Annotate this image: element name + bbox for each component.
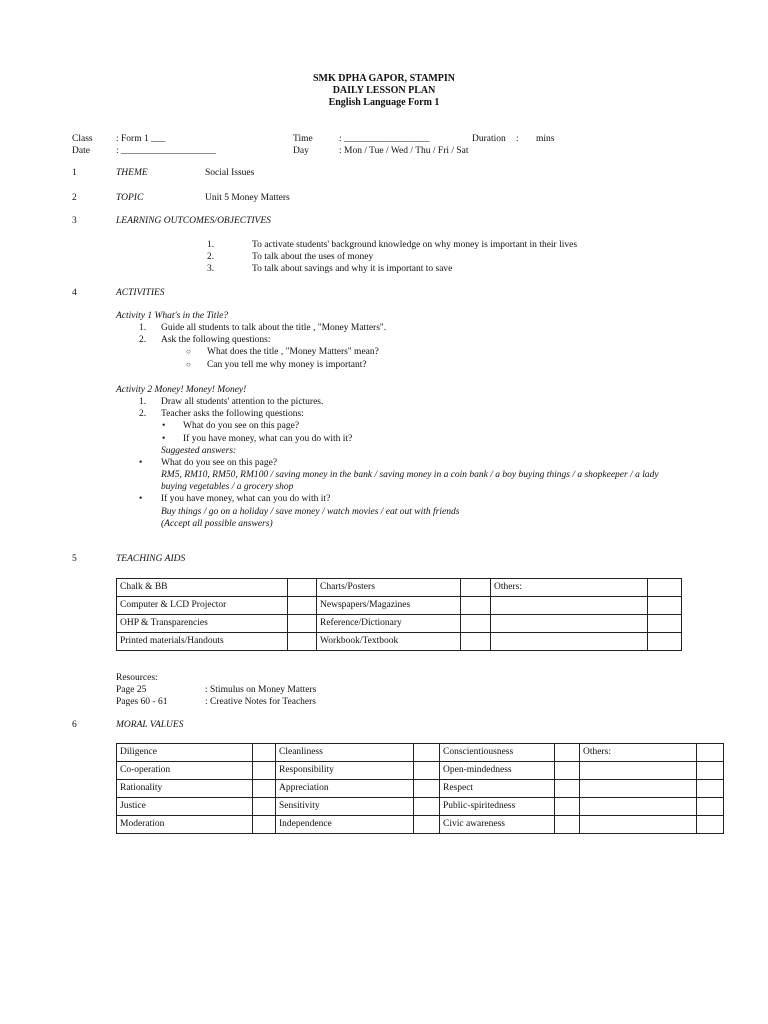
value-item: Co-operation bbox=[117, 762, 253, 780]
theme-label: THEME bbox=[116, 168, 148, 178]
dot-bullet-icon: • bbox=[139, 458, 143, 468]
value-item: Open-mindedness bbox=[440, 762, 555, 780]
value-item: Cleanliness bbox=[276, 744, 414, 762]
table-row bbox=[117, 597, 682, 615]
circle-bullet-icon: ○ bbox=[186, 360, 191, 369]
table-row bbox=[117, 762, 724, 780]
day-label: Day bbox=[293, 146, 309, 156]
activity2-step: Draw all students' attention to the pictures. bbox=[161, 397, 324, 407]
value-checkbox[interactable] bbox=[697, 762, 724, 780]
answer-question: If you have money, what can you do with it? bbox=[161, 494, 331, 504]
value-item: Respect bbox=[440, 780, 555, 798]
value-checkbox[interactable] bbox=[414, 816, 440, 834]
value-item: Moderation bbox=[117, 816, 253, 834]
aid-checkbox[interactable] bbox=[648, 579, 682, 597]
value-checkbox[interactable] bbox=[414, 798, 440, 816]
section-number: 6 bbox=[72, 720, 77, 730]
value-checkbox[interactable] bbox=[555, 762, 580, 780]
value-item: Independence bbox=[276, 816, 414, 834]
objective-text: To talk about savings and why it is important to save bbox=[252, 264, 453, 274]
duration-label: Duration bbox=[472, 134, 506, 144]
table-row bbox=[117, 780, 724, 798]
aid-checkbox[interactable] bbox=[648, 615, 682, 633]
value-checkbox[interactable] bbox=[555, 744, 580, 762]
table-row bbox=[117, 579, 682, 597]
value-checkbox[interactable] bbox=[555, 798, 580, 816]
class-value[interactable]: : Form 1 ___ bbox=[116, 134, 166, 144]
resource-page: Pages 60 - 61 bbox=[116, 697, 168, 707]
value-checkbox[interactable] bbox=[253, 798, 276, 816]
value-checkbox[interactable] bbox=[555, 816, 580, 834]
moral-values-table bbox=[116, 743, 724, 834]
theme-value: Social Issues bbox=[205, 168, 255, 178]
value-checkbox[interactable] bbox=[697, 798, 724, 816]
aid-item: Others: bbox=[491, 579, 648, 597]
answer-question: What do you see on this page? bbox=[161, 458, 278, 468]
document-title: DAILY LESSON PLAN bbox=[332, 85, 436, 96]
time-label: Time bbox=[293, 134, 313, 144]
aid-item bbox=[491, 615, 648, 633]
circle-bullet-icon: ○ bbox=[186, 347, 191, 356]
aid-item: Newspapers/Magazines bbox=[317, 597, 461, 615]
section-number: 4 bbox=[72, 288, 77, 298]
answer-text: Buy things / go on a holiday / save money / watch movies / eat out with friends bbox=[161, 507, 460, 517]
date-value[interactable]: : ____________________ bbox=[116, 146, 217, 156]
value-item: Rationality bbox=[117, 780, 253, 798]
value-checkbox[interactable] bbox=[697, 780, 724, 798]
aid-checkbox[interactable] bbox=[288, 615, 317, 633]
value-item: Diligence bbox=[117, 744, 253, 762]
duration-value[interactable]: mins bbox=[536, 134, 555, 144]
activity1-question: Can you tell me why money is important? bbox=[207, 360, 367, 370]
aid-item: Printed materials/Handouts bbox=[117, 633, 288, 651]
value-checkbox[interactable] bbox=[414, 762, 440, 780]
value-checkbox[interactable] bbox=[414, 744, 440, 762]
step-number: 1. bbox=[139, 323, 147, 333]
aid-item bbox=[491, 633, 648, 651]
activity1-step: Guide all students to talk about the title , "Money Matters". bbox=[161, 323, 387, 333]
answer-text: RM5, RM10, RM50, RM100 / saving money in the bank / saving money in a coin bank / a boy buying things / a shopkeeper / a lady bbox=[161, 470, 659, 480]
topic-label: TOPIC bbox=[116, 193, 144, 203]
value-item: Sensitivity bbox=[276, 798, 414, 816]
aid-checkbox[interactable] bbox=[288, 633, 317, 651]
value-item: Public-spiritedness bbox=[440, 798, 555, 816]
value-checkbox[interactable] bbox=[253, 762, 276, 780]
answer-text: buying vegetables / a grocery shop bbox=[161, 482, 294, 492]
suggested-answers-label: Suggested answers: bbox=[161, 446, 237, 456]
table-row bbox=[117, 615, 682, 633]
teaching-aids-label: TEACHING AIDS bbox=[116, 554, 186, 564]
activity2-question: What do you see on this page? bbox=[183, 421, 300, 431]
aid-checkbox[interactable] bbox=[461, 633, 491, 651]
activity2-step: Teacher asks the following questions: bbox=[161, 409, 304, 419]
value-item: Appreciation bbox=[276, 780, 414, 798]
answer-text: (Accept all possible answers) bbox=[161, 519, 273, 529]
aid-item: Workbook/Textbook bbox=[317, 633, 461, 651]
section-number: 1 bbox=[72, 168, 77, 178]
aid-checkbox[interactable] bbox=[461, 579, 491, 597]
aid-item: Reference/Dictionary bbox=[317, 615, 461, 633]
aid-checkbox[interactable] bbox=[461, 615, 491, 633]
value-item: Conscientiousness bbox=[440, 744, 555, 762]
table-row bbox=[117, 798, 724, 816]
value-item bbox=[580, 798, 697, 816]
value-item bbox=[580, 762, 697, 780]
value-item: Civic awareness bbox=[440, 816, 555, 834]
objective-number: 1. bbox=[207, 240, 215, 250]
aid-checkbox[interactable] bbox=[461, 597, 491, 615]
aid-item: Charts/Posters bbox=[317, 579, 461, 597]
objective-number: 2. bbox=[207, 252, 215, 262]
value-checkbox[interactable] bbox=[253, 744, 276, 762]
aid-checkbox[interactable] bbox=[648, 597, 682, 615]
aid-checkbox[interactable] bbox=[288, 579, 317, 597]
objective-number: 3. bbox=[207, 264, 215, 274]
value-item: Justice bbox=[117, 798, 253, 816]
moral-values-label: MORAL VALUES bbox=[116, 720, 184, 730]
day-value[interactable]: : Mon / Tue / Wed / Thu / Fri / Sat bbox=[339, 146, 469, 156]
section-number: 3 bbox=[72, 216, 77, 226]
value-checkbox[interactable] bbox=[253, 816, 276, 834]
section-number: 2 bbox=[72, 193, 77, 203]
aid-checkbox[interactable] bbox=[648, 633, 682, 651]
value-checkbox[interactable] bbox=[697, 744, 724, 762]
step-number: 2. bbox=[139, 409, 147, 419]
duration-colon: : bbox=[516, 134, 519, 144]
value-item: Responsibility bbox=[276, 762, 414, 780]
value-checkbox[interactable] bbox=[555, 780, 580, 798]
aid-checkbox[interactable] bbox=[288, 597, 317, 615]
aid-item: OHP & Transparencies bbox=[117, 615, 288, 633]
resource-description: : Stimulus on Money Matters bbox=[205, 685, 317, 695]
activity1-step: Ask the following questions: bbox=[161, 335, 271, 345]
value-checkbox[interactable] bbox=[414, 780, 440, 798]
aid-item: Chalk & BB bbox=[117, 579, 288, 597]
topic-value: Unit 5 Money Matters bbox=[205, 193, 290, 203]
value-checkbox[interactable] bbox=[697, 816, 724, 834]
resource-description: : Creative Notes for Teachers bbox=[205, 697, 317, 707]
objective-text: To activate students' background knowledge on why money is important in their lives bbox=[252, 240, 578, 250]
dot-bullet-icon: • bbox=[139, 494, 143, 504]
table-row bbox=[117, 633, 682, 651]
aid-item bbox=[491, 597, 648, 615]
activity2-question: If you have money, what can you do with it? bbox=[183, 434, 353, 444]
date-label: Date bbox=[72, 146, 90, 156]
school-name: SMK DPHA GAPOR, STAMPIN bbox=[312, 73, 456, 84]
teaching-aids-table bbox=[116, 578, 682, 651]
objective-text: To talk about the uses of money bbox=[252, 252, 374, 262]
activity2-title: Activity 2 Money! Money! Money! bbox=[116, 385, 247, 395]
activity1-question: What does the title , "Money Matters" mean? bbox=[207, 347, 379, 357]
objectives-label: LEARNING OUTCOMES/OBJECTIVES bbox=[116, 216, 271, 226]
value-checkbox[interactable] bbox=[253, 780, 276, 798]
class-label: Class bbox=[72, 134, 93, 144]
value-item bbox=[580, 816, 697, 834]
subject-title: English Language Form 1 bbox=[328, 97, 440, 108]
table-row bbox=[117, 816, 724, 834]
value-item: Others: bbox=[580, 744, 697, 762]
step-number: 2. bbox=[139, 335, 147, 345]
time-value[interactable]: : __________________ bbox=[339, 134, 430, 144]
resources-label: Resources: bbox=[116, 673, 158, 683]
aid-item: Computer & LCD Projector bbox=[117, 597, 288, 615]
resource-page: Page 25 bbox=[116, 685, 147, 695]
dot-bullet-icon: • bbox=[162, 421, 166, 431]
activities-label: ACTIVITIES bbox=[116, 288, 165, 298]
section-number: 5 bbox=[72, 554, 77, 564]
table-row bbox=[117, 744, 724, 762]
step-number: 1. bbox=[139, 397, 147, 407]
value-item bbox=[580, 780, 697, 798]
activity1-title: Activity 1 What's in the Title? bbox=[116, 311, 229, 321]
dot-bullet-icon: • bbox=[162, 434, 166, 444]
